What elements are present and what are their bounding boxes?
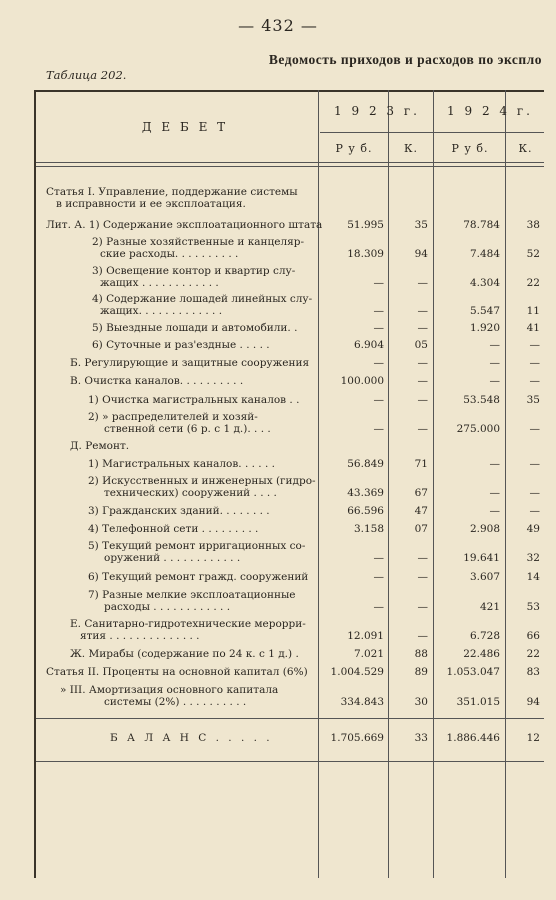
cell-rub-1923: — xyxy=(373,394,384,406)
cell-rub-1924: 22.486 xyxy=(463,648,500,660)
cell-kop-1923: 71 xyxy=(414,458,428,470)
cell-rub-1923: 43.369 xyxy=(347,487,384,499)
cell-kop-1923: — xyxy=(417,571,428,583)
header-kop-1923: К. xyxy=(403,142,418,155)
cell-kop-1924: — xyxy=(529,375,540,387)
cell-rub-1923: 1.004.529 xyxy=(330,666,384,678)
row-label: жащих . . . . . . . . . . . . xyxy=(100,277,219,289)
cell-kop-1923: — xyxy=(417,601,428,613)
cell-rub-1923: — xyxy=(373,571,384,583)
row-label: ственной сети (6 р. с 1 д.). . . . xyxy=(104,423,271,435)
cell-rub-1923: — xyxy=(373,552,384,564)
column-divider xyxy=(318,90,319,878)
table-label: Таблица 202. xyxy=(46,68,127,82)
cell-rub-1923: — xyxy=(373,357,384,369)
row-label: 2) Разные хозяйственные и канцеляр- xyxy=(92,236,305,248)
cell-rub-1924: — xyxy=(489,458,500,470)
cell-kop-1923: — xyxy=(417,394,428,406)
cell-rub-1924: — xyxy=(489,339,500,351)
row-label: 5) Текущий ремонт ирригационных со- xyxy=(88,540,306,552)
row-label: 7) Разные мелкие эксплоатационные xyxy=(88,589,296,601)
cell-kop-1924: — xyxy=(529,339,540,351)
cell-rub-1923: 18.309 xyxy=(347,248,384,260)
cell-kop-1924: 11 xyxy=(526,305,540,317)
row-label: В. Очистка каналов. . . . . . . . . . xyxy=(70,375,244,387)
cell-rub-1923: 56.849 xyxy=(347,458,384,470)
cell-kop-1924: 14 xyxy=(526,571,540,583)
row-label: » III. Амортизация основного капитала xyxy=(60,684,279,696)
balance-kop-1923: 33 xyxy=(414,732,428,744)
cell-rub-1924: — xyxy=(489,505,500,517)
cell-rub-1924: — xyxy=(489,357,500,369)
cell-rub-1923: — xyxy=(373,305,384,317)
cell-kop-1924: — xyxy=(529,505,540,517)
cell-rub-1923: — xyxy=(373,423,384,435)
cell-rub-1923: 100.000 xyxy=(340,375,384,387)
cell-kop-1923: — xyxy=(417,552,428,564)
header-debet: Д Е Б Е Т xyxy=(141,120,229,134)
cell-rub-1924: 53.548 xyxy=(463,394,500,406)
row-label: Е. Санитарно-гидротехнические мероpри- xyxy=(70,618,306,630)
cell-kop-1924: 35 xyxy=(526,394,540,406)
cell-kop-1923: 94 xyxy=(414,248,428,260)
cell-rub-1924: 1.053.047 xyxy=(446,666,500,678)
cell-rub-1923: — xyxy=(373,277,384,289)
cell-kop-1923: 05 xyxy=(414,339,428,351)
row-label: 4) Телефонной сети . . . . . . . . . xyxy=(88,523,259,535)
row-label: 4) Содержание лошадей линейных слу- xyxy=(92,293,313,305)
header-rub-1923: Р у б. xyxy=(335,142,373,155)
row-label: расходы . . . . . . . . . . . . xyxy=(104,601,231,613)
cell-kop-1924: 52 xyxy=(526,248,540,260)
row-label: 2) Искусственных и инженерных (гидро- xyxy=(88,475,316,487)
cell-kop-1923: 35 xyxy=(414,219,428,231)
row-label: оружений . . . . . . . . . . . . xyxy=(104,552,241,564)
cell-kop-1923: 88 xyxy=(414,648,428,660)
cell-kop-1923: — xyxy=(417,375,428,387)
row-label: Б. Регулирующие и защитные сооружения xyxy=(70,357,310,369)
cell-kop-1924: — xyxy=(529,423,540,435)
cell-rub-1924: 421 xyxy=(479,601,500,613)
cell-rub-1924: 275.000 xyxy=(456,423,500,435)
cell-rub-1924: 3.607 xyxy=(469,571,500,583)
row-label: Ж. Мирабы (содержание по 24 к. с 1 д.) . xyxy=(70,648,299,660)
header-bottom-rule xyxy=(36,166,544,167)
cell-kop-1924: — xyxy=(529,357,540,369)
row-label: Д. Ремонт. xyxy=(70,440,130,452)
cell-kop-1923: — xyxy=(417,630,428,642)
row-label: Статья I. Управление, поддержание системы xyxy=(46,186,298,198)
row-label: в исправности и ее эксплоатация. xyxy=(56,198,246,210)
row-label: 5) Выездные лошади и автомобили. . xyxy=(92,322,298,334)
balance-rule xyxy=(36,761,544,762)
cell-rub-1924: 7.484 xyxy=(469,248,500,260)
cell-rub-1923: 3.158 xyxy=(353,523,384,535)
cell-rub-1924: — xyxy=(489,487,500,499)
cell-kop-1923: — xyxy=(417,277,428,289)
cell-kop-1924: 53 xyxy=(526,601,540,613)
cell-kop-1923: — xyxy=(417,322,428,334)
cell-kop-1924: 38 xyxy=(526,219,540,231)
cell-rub-1924: 5.547 xyxy=(469,305,500,317)
cell-rub-1923: 7.021 xyxy=(353,648,384,660)
column-divider xyxy=(388,90,389,878)
cell-kop-1924: 83 xyxy=(526,666,540,678)
cell-rub-1924: 78.784 xyxy=(463,219,500,231)
cell-kop-1924: — xyxy=(529,487,540,499)
row-label: ятия . . . . . . . . . . . . . . xyxy=(80,630,200,642)
cell-kop-1924: 22 xyxy=(526,277,540,289)
cell-kop-1924: 41 xyxy=(526,322,540,334)
cell-rub-1924: 4.304 xyxy=(469,277,500,289)
row-label: Лит. А. 1) Содержание эксплоатационного штата xyxy=(46,219,323,231)
header-bottom-rule xyxy=(36,162,544,163)
row-label: 6) Суточные и раз'ездные . . . . . xyxy=(92,339,270,351)
cell-rub-1923: 51.995 xyxy=(347,219,384,231)
cell-kop-1924: 22 xyxy=(526,648,540,660)
header-year-1924: 1 9 2 4 г. xyxy=(447,104,533,118)
cell-kop-1924: 49 xyxy=(526,523,540,535)
column-divider xyxy=(433,90,434,878)
cell-rub-1923: 12.091 xyxy=(347,630,384,642)
cell-rub-1923: — xyxy=(373,322,384,334)
cell-kop-1923: — xyxy=(417,305,428,317)
row-label: 1) Магистральных каналов. . . . . . xyxy=(88,458,275,470)
cell-rub-1923: 6.904 xyxy=(353,339,384,351)
cell-kop-1923: 89 xyxy=(414,666,428,678)
balance-kop-1924: 12 xyxy=(526,732,540,744)
cell-kop-1924: 66 xyxy=(526,630,540,642)
cell-kop-1924: — xyxy=(529,458,540,470)
cell-kop-1923: — xyxy=(417,357,428,369)
page-number: — 432 — xyxy=(238,16,318,35)
balance-rule xyxy=(36,718,544,719)
row-label: жащих. . . . . . . . . . . . . xyxy=(100,305,223,317)
row-label: 3) Гражданских зданий. . . . . . . . xyxy=(88,505,270,517)
cell-kop-1924: 94 xyxy=(526,696,540,708)
cell-rub-1924: — xyxy=(489,375,500,387)
document-title: Ведомость приходов и расходов по экспло xyxy=(268,52,542,67)
row-label: Статья II. Проценты на основной капитал (6%) xyxy=(46,666,308,678)
header-rub-1924: Р у б. xyxy=(451,142,489,155)
cell-rub-1924: 19.641 xyxy=(463,552,500,564)
row-label: 2) » распределителей и хозяй- xyxy=(88,411,258,423)
cell-kop-1923: 47 xyxy=(414,505,428,517)
cell-rub-1924: 6.728 xyxy=(469,630,500,642)
balance-rub-1923: 1.705.669 xyxy=(330,732,384,744)
header-year-1923: 1 9 2 3 г. xyxy=(334,104,420,118)
row-label: системы (2%) . . . . . . . . . . xyxy=(104,696,247,708)
cell-kop-1923: 67 xyxy=(414,487,428,499)
row-label: ские расходы. . . . . . . . . . xyxy=(100,248,239,260)
cell-rub-1924: 1.920 xyxy=(469,322,500,334)
cell-kop-1923: 07 xyxy=(414,523,428,535)
cell-kop-1923: — xyxy=(417,423,428,435)
row-label: технических) сооружений . . . . xyxy=(104,487,277,499)
row-label: 6) Текущий ремонт гражд. сооружений xyxy=(88,571,309,583)
header-kop-1924: К. xyxy=(518,142,533,155)
cell-rub-1924: 2.908 xyxy=(469,523,500,535)
cell-rub-1923: — xyxy=(373,601,384,613)
row-label: 3) Освещение контор и квартир слу- xyxy=(92,265,296,277)
header-divider xyxy=(320,132,544,133)
cell-kop-1923: 30 xyxy=(414,696,428,708)
cell-rub-1924: 351.015 xyxy=(456,696,500,708)
column-divider xyxy=(505,90,506,878)
row-label: 1) Очистка магистральных каналов . . xyxy=(88,394,300,406)
cell-rub-1923: 66.596 xyxy=(347,505,384,517)
balance-rub-1924: 1.886.446 xyxy=(446,732,500,744)
balance-label: Б А Л А Н С . . . . . xyxy=(110,732,273,744)
cell-rub-1923: 334.843 xyxy=(340,696,384,708)
cell-kop-1924: 32 xyxy=(526,552,540,564)
